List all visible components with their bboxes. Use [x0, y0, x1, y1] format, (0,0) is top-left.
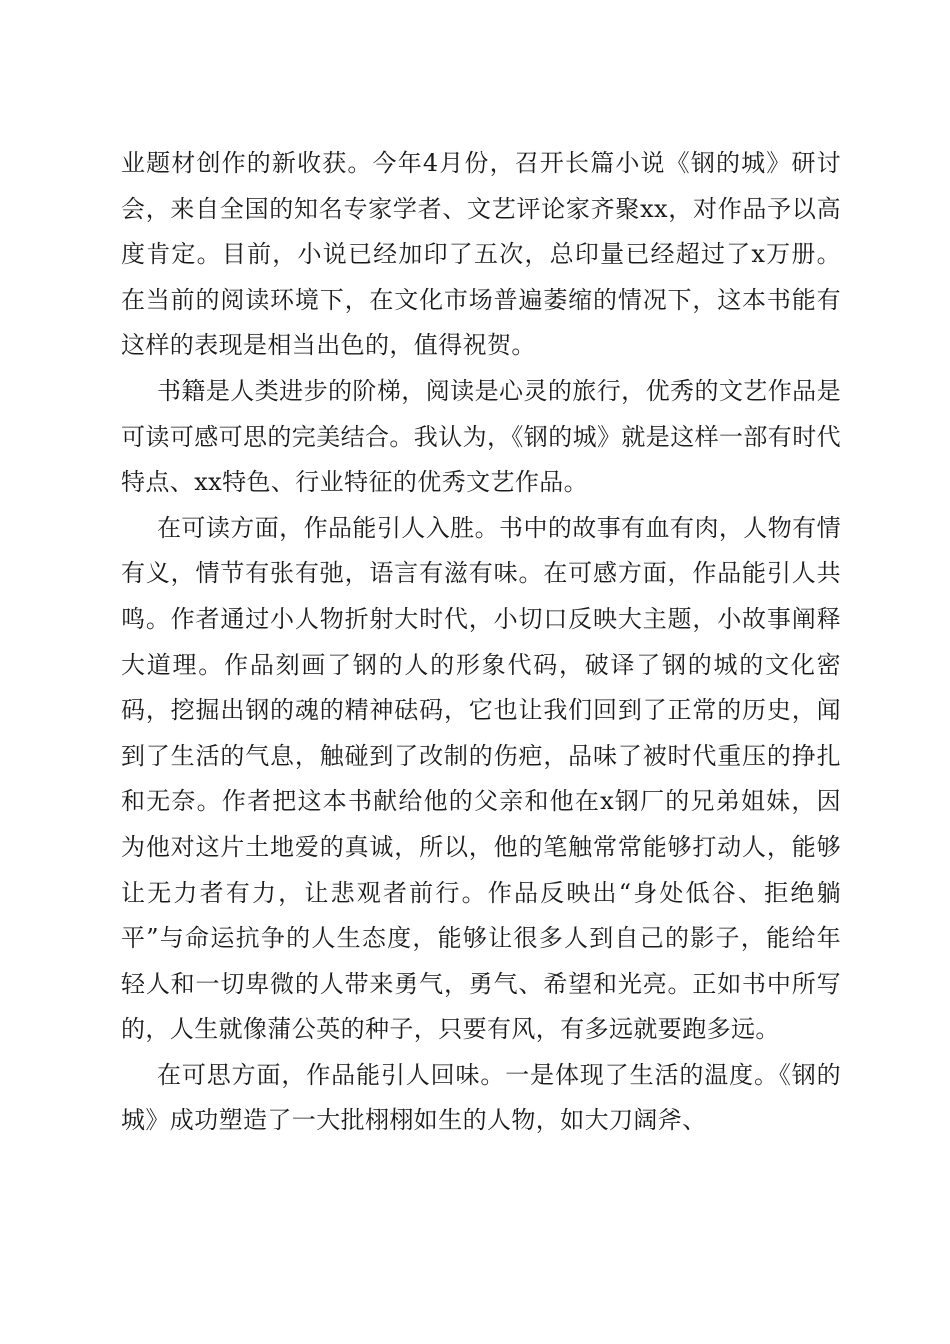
paragraph-1: 业题材创作的新收获。今年4月份，召开长篇小说《钢的城》研讨会，来自全国的知名专家学者、文艺评论家齐聚xx，对作品予以高度肯定。目前，小说已经加印了五次，总印量已经超过了x万册。在当前的阅读环境下，在文化市场普遍萎缩的情况下，这本书能有这样的表现是相当出色的，值得祝贺。 — [121, 149, 841, 360]
paragraph-3: 在可读方面，作品能引人入胜。书中的故事有血有肉，人物有情有义，情节有张有弛，语言有滋有味。在可感方面，作品能引人共鸣。作者通过小人物折射大时代，小切口反映大主题，小故事阐释大道理。作品刻画了钢的人的形象代码，破译了钢的城的文化密码，挖掘出钢的魂的精神砝码，它也让我们回到了正常的历史，闻到了生活的气息，触碰到了改制的伤疤，品味了被时代重压的挣扎和无奈。作者把这本书献给他的父亲和他在x钢厂的兄弟姐妹，因为他对这片土地爱的真诚，所以，他的笔触常常能够打动人，能够让无力者有力，让悲观者前行。作品反映出“身处低谷、拒绝躺平”与命运抗争的人生态度，能够让很多人到自己的影子，能给年轻人和一切卑微的人带来勇气，勇气、希望和光亮。正如书中所写的，人生就像蒲公英的种子，只要有风，有多远就要跑多远。 — [121, 513, 841, 1044]
paragraph-4: 在可思方面，作品能引人回味。一是体现了生活的温度。《钢的城》成功塑造了一大批栩栩如生的人物，如大刀阔斧、 — [121, 1060, 841, 1135]
paragraph-2: 书籍是人类进步的阶梯，阅读是心灵的旅行，优秀的文艺作品是可读可感可思的完美结合。我认为，《钢的城》就是这样一部有时代特点、xx特色、行业特征的优秀文艺作品。 — [121, 376, 841, 497]
document-body — [121, 141, 841, 1144]
